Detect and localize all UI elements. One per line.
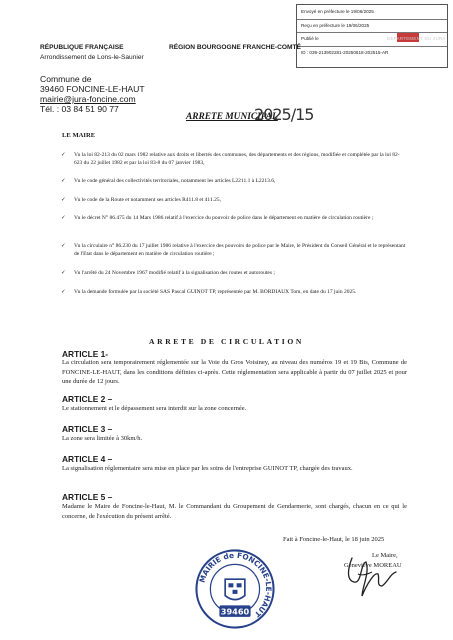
stamp-faded-label: DEPARTEMENT DU JURA bbox=[387, 36, 446, 41]
town-hall-seal bbox=[194, 548, 276, 630]
issuer-heading: LE MAIRE bbox=[62, 132, 96, 139]
section-title: ARRETE DE CIRCULATION bbox=[149, 337, 304, 346]
checkmark-icon: ✓ bbox=[61, 289, 66, 295]
checkmark-icon: ✓ bbox=[61, 178, 66, 184]
article-heading: ARTICLE 5 – bbox=[62, 492, 113, 502]
prefecture-stamp bbox=[296, 4, 448, 68]
article-heading: ARTICLE 4 – bbox=[62, 454, 113, 464]
checkmark-icon: ✓ bbox=[61, 243, 66, 249]
article-body: La circulation sera temporairement réglementée sur la Voie du Gros Voisiney, au niveau des numéros 19 et 19 Bis, Commune de FONCINE-LE-HAUT, dans les conditions définies ci-après. Cette réglementation sera applicable à partir du 07 juillet 2025 et pour une durée de 12 jours. bbox=[62, 359, 407, 386]
article-heading: ARTICLE 1- bbox=[62, 349, 109, 359]
consideration-item: ✓ Vu le code général des collectivités territoriales, notamment les articles L2211.1 à L2213.6, bbox=[61, 178, 276, 184]
stamp-divider bbox=[297, 46, 447, 47]
mayor-signature bbox=[332, 552, 402, 600]
consideration-item: ✓ Vu l'arrêté du 24 Novembre 1967 modifié relatif à la signalisation des routes et autoroutes ; bbox=[61, 270, 275, 276]
document-title: ARRETE MUNICIPAL bbox=[186, 112, 278, 122]
article-body: Le stationnement et le dépassement sera interdit sur la zone concernée. bbox=[62, 405, 247, 412]
consideration-item: ✓ Vu la loi 82-213 du 02 mars 1982 relative aux droits et libertés des communes, des départements et des régions, modifiée et complétée par la loi 82-623 du 22 juillet 1982 et par la loi 83-8 du 07 janvier 1983, bbox=[61, 152, 400, 166]
article-heading: ARTICLE 3 – bbox=[62, 424, 113, 434]
republic-heading: RÉPUBLIQUE FRANÇAISE bbox=[40, 44, 124, 51]
handwritten-arrete-number: 2025/15 bbox=[254, 105, 314, 124]
consideration-item: ✓ Vu le code de la Route et notamment ses articles R411.8 et 411.25, bbox=[61, 197, 221, 203]
checkmark-icon: ✓ bbox=[61, 197, 66, 203]
article-body: Madame le Maire de Foncine-le-Haut, M. le Commandant du Groupement de Gendarmerie, sont chargés, chacun en ce qui le concerne, de l'exécution du présent arrêté. bbox=[62, 503, 407, 520]
seal-postcode: 39460 bbox=[220, 606, 250, 617]
consideration-item: ✓ Vu le décret N° 86.475 du 14 Mars 1986 relatif à l'exercice du pouvoir de police dans le département en matière de circulation routière ; bbox=[61, 215, 374, 221]
region-heading: RÉGION BOURGOGNE FRANCHE-COMTÉ bbox=[169, 44, 301, 51]
checkmark-icon: ✓ bbox=[61, 215, 66, 221]
commune-address-block bbox=[40, 74, 145, 114]
article-heading: ARTICLE 2 – bbox=[62, 394, 113, 404]
arrondissement-heading: Arrondissement de Lons-le-Saunier bbox=[40, 54, 144, 61]
signatory-name: Geneviève MOREAU bbox=[344, 562, 402, 569]
stamp-sent-date: Envoyé en préfecture le 19/06/2025 bbox=[301, 9, 374, 14]
stamp-published: Publié le bbox=[301, 36, 319, 41]
article-body: La zone sera limitée à 30km/h. bbox=[62, 435, 143, 442]
stamp-act-id: ID : 039-213902281-20250618-202515-AR bbox=[301, 50, 389, 55]
stamp-divider bbox=[297, 19, 447, 20]
signatory-title: Le Maire, bbox=[372, 552, 398, 559]
consideration-item: ✓ Vu la demande formulée par la société SAS Pascal GUINOT TP, représentée par M. BORDIAUX Tom, en date du 17 juin 2025. bbox=[61, 289, 357, 295]
commune-name: 39460 FONCINE-LE-HAUT bbox=[40, 84, 145, 94]
checkmark-icon: ✓ bbox=[61, 152, 66, 158]
stamp-divider bbox=[297, 32, 447, 33]
commune-email-link[interactable]: mairie@jura-foncine.com bbox=[40, 94, 136, 104]
stamp-received-date: Reçu en préfecture le 19/06/2025 bbox=[301, 23, 370, 28]
commune-phone: Tél. : 03 84 51 90 77 bbox=[40, 104, 119, 114]
commune-label: Commune de bbox=[40, 74, 92, 84]
consideration-item: ✓ Vu la circulaire n° 86.230 du 17 juillet 1986 relative à l'exercice des pouvoirs de police par le Maire, le Président du Conseil Général et le représentant de l'Etat dans le département en matière de circulation routière ; bbox=[61, 243, 406, 257]
seal-ring-text: MAIRIE de FONCINE-LE-HAUT bbox=[197, 550, 274, 619]
article-body: La signalisation réglementaire sera mise en place par les soins de l'entreprise GUINOT TP, chargée des travaux. bbox=[62, 465, 353, 472]
place-and-date: Fait à Foncine-le-Haut, le 18 juin 2025 bbox=[283, 536, 385, 543]
checkmark-icon: ✓ bbox=[61, 270, 66, 276]
